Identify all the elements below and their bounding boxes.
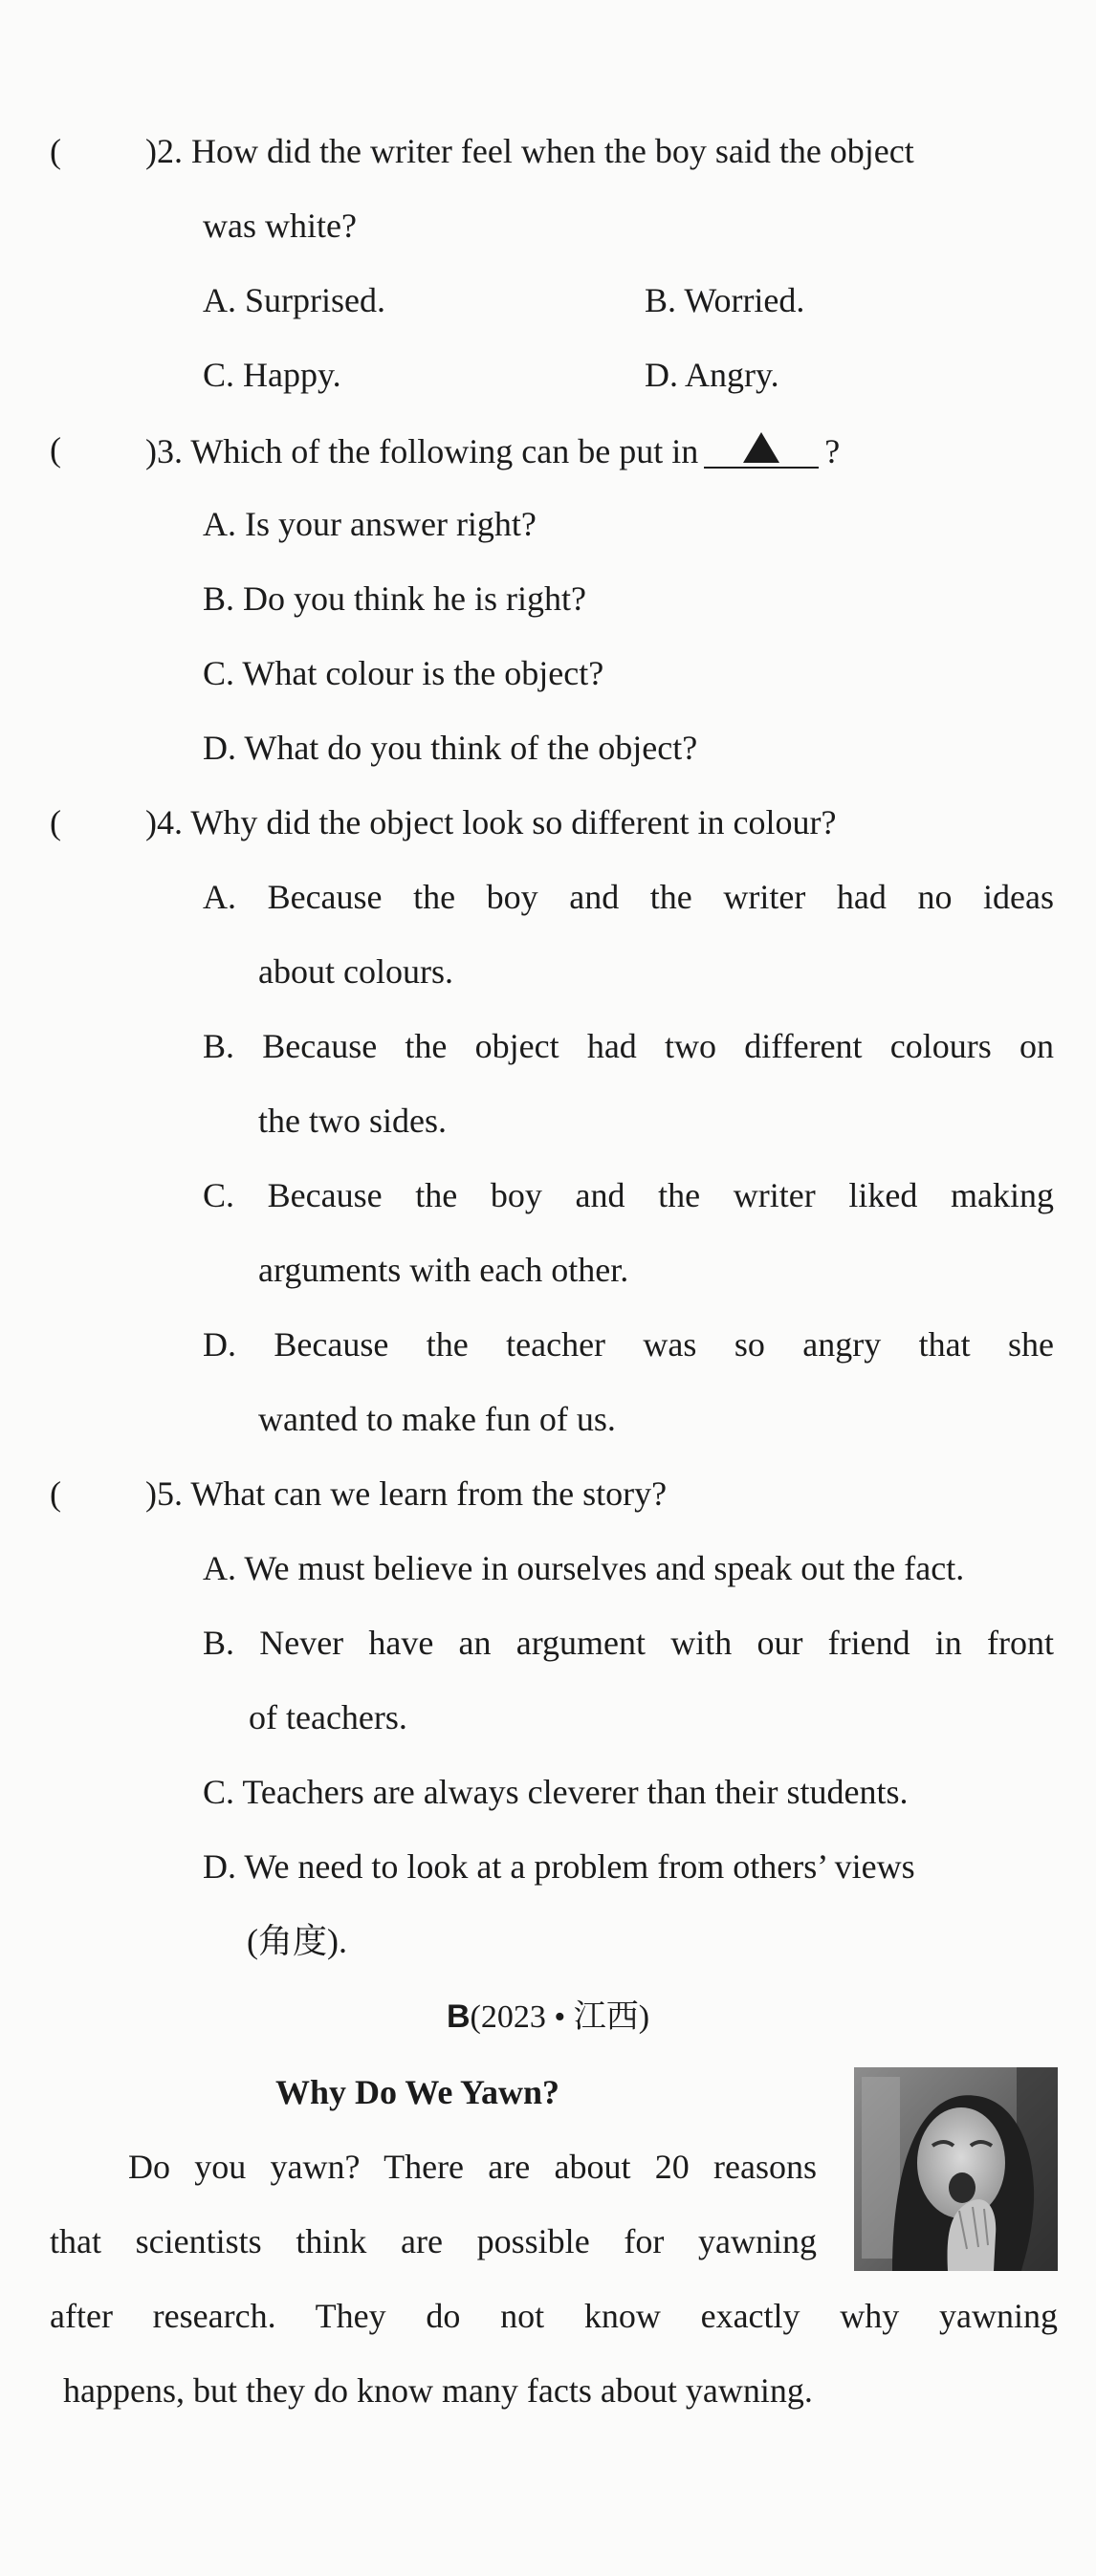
q3-option-b[interactable]: B. Do you think he is right? xyxy=(203,579,586,618)
section-heading xyxy=(0,2000,1096,2034)
passage-line-3: after research. They do not know exactly why yawning xyxy=(50,2297,1058,2335)
q4-option-d-cont: wanted to make fun of us. xyxy=(258,1400,616,1438)
photo-graphic xyxy=(854,2067,1058,2271)
answer-blank xyxy=(704,430,819,469)
q2-option-c[interactable]: C. Happy. xyxy=(203,356,341,394)
passage-title: Why Do We Yawn? xyxy=(275,2073,560,2111)
q4-option-c[interactable]: C. Because the boy and the writer liked making xyxy=(203,1176,1054,1214)
question-3-stem-end: ? xyxy=(824,432,841,470)
question-2-stem-cont: was white? xyxy=(203,207,357,245)
answer-paren-q2[interactable]: ( xyxy=(50,132,61,170)
passage-line-2: that scientists think are possible for yawning xyxy=(50,2222,817,2260)
q5-option-a[interactable]: A. We must believe in ourselves and speak out the fact. xyxy=(203,1549,965,1587)
question-5-stem: )5. What can we learn from the story? xyxy=(145,1474,668,1513)
q2-option-d[interactable]: D. Angry. xyxy=(645,356,779,394)
q4-option-b[interactable]: B. Because the object had two different colours on xyxy=(203,1027,1054,1065)
question-3-stem-text: )3. Which of the following can be put in xyxy=(145,432,699,470)
q4-option-a-cont: about colours. xyxy=(258,952,453,991)
answer-paren-q5[interactable]: ( xyxy=(50,1474,61,1513)
answer-paren-q3[interactable]: ( xyxy=(50,430,61,469)
question-3-stem xyxy=(145,432,840,470)
q5-option-b-cont: of teachers. xyxy=(249,1698,407,1736)
q2-option-a[interactable]: A. Surprised. xyxy=(203,281,385,319)
section-source: (2023 • 江西) xyxy=(470,1999,650,2035)
q4-option-c-cont: arguments with each other. xyxy=(258,1251,629,1289)
q4-option-a[interactable]: A. Because the boy and the writer had no ideas xyxy=(203,878,1054,916)
q4-option-d[interactable]: D. Because the teacher was so angry that she xyxy=(203,1325,1054,1364)
section-letter: B xyxy=(446,1998,471,2035)
q5-option-d-cont: (角度). xyxy=(247,1922,347,1960)
q5-option-c[interactable]: C. Teachers are always cleverer than their students. xyxy=(203,1773,909,1811)
q3-option-d[interactable]: D. What do you think of the object? xyxy=(203,729,698,767)
answer-paren-q4[interactable]: ( xyxy=(50,803,61,841)
triangle-icon xyxy=(743,432,779,463)
q4-option-b-cont: the two sides. xyxy=(258,1102,447,1140)
woman-yawning-photo xyxy=(854,2067,1058,2271)
q2-option-b[interactable]: B. Worried. xyxy=(645,281,805,319)
passage-line-1: Do you yawn? There are about 20 reasons xyxy=(128,2148,817,2186)
q3-option-c[interactable]: C. What colour is the object? xyxy=(203,654,604,692)
question-2-stem: )2. How did the writer feel when the boy said the object xyxy=(145,132,914,170)
q5-option-b[interactable]: B. Never have an argument with our friend in front xyxy=(203,1624,1054,1662)
passage-line-4: happens, but they do know many facts about yawning. xyxy=(63,2371,813,2410)
q3-option-a[interactable]: A. Is your answer right? xyxy=(203,505,537,543)
question-4-stem: )4. Why did the object look so different in colour? xyxy=(145,803,837,841)
q5-option-d[interactable]: D. We need to look at a problem from others’ views xyxy=(203,1847,915,1886)
